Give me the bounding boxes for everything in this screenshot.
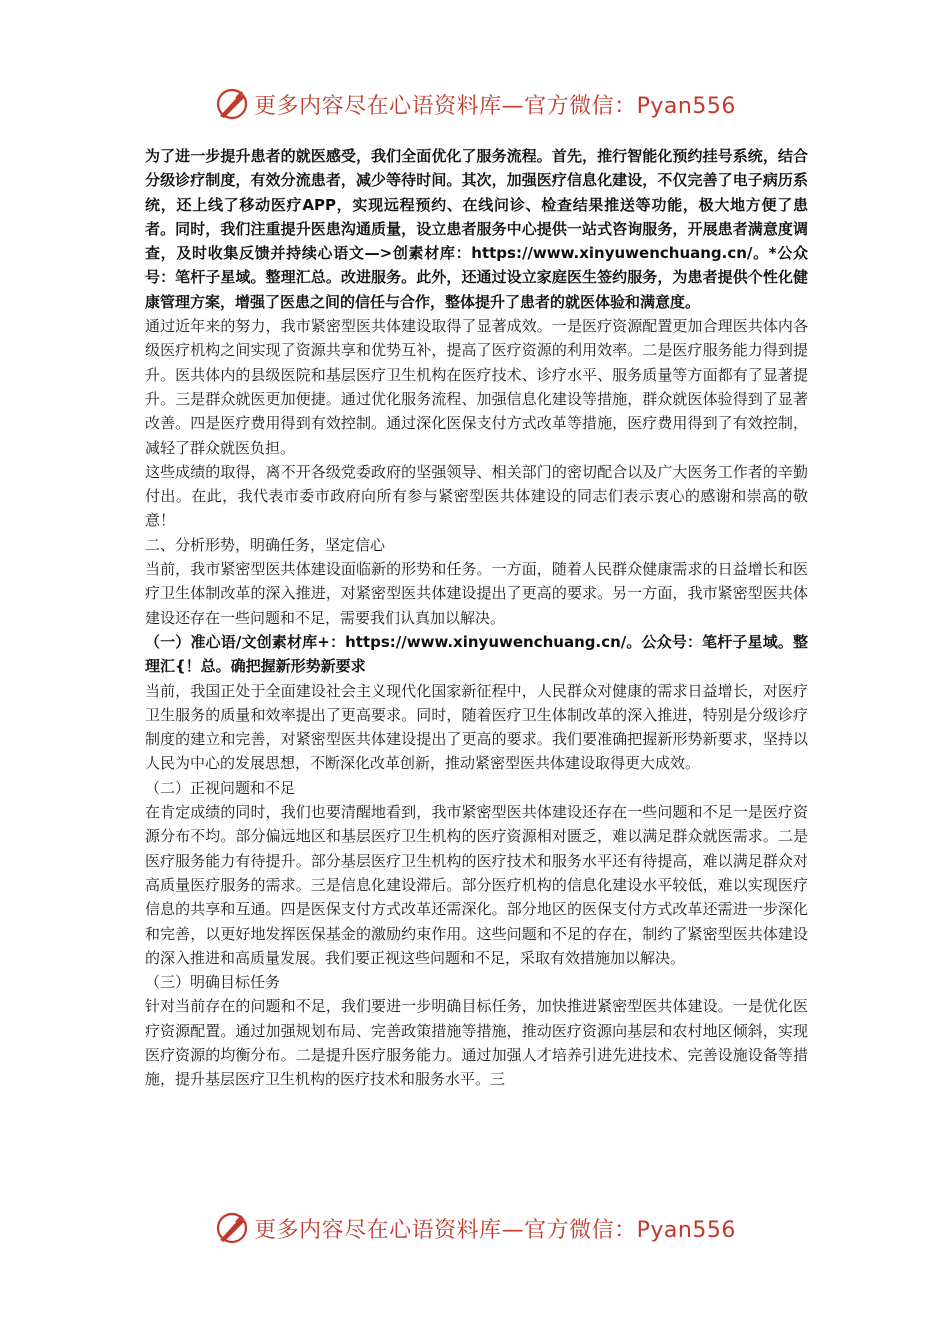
paragraph-thanks: 这些成绩的取得，离不开各级党委政府的坚强领导、相关部门的密切配合以及广大医务工作者的辛勤付出。在此，我代表市委市政府向所有参与紧密型医共体建设的同志们表示衷心的感谢和崇高的敬意！: [145, 462, 808, 530]
paragraph-current-situation: 当前，我市紧密型医共体建设面临新的形势和任务。一方面，随着人民群众健康需求的日益增长和医疗卫生体制改革的深入推进，对紧密型医共体建设提出了更高的要求。另一方面，我市紧密型医共体建设还存在一些问题和不足，需要我们认真加以解决。: [145, 560, 808, 627]
quill-pen-logo-icon: [214, 86, 250, 122]
paragraph-new-requirements: 当前，我国正处于全面建设社会主义现代化国家新征程中，人民群众对健康的需求日益增长，对医疗卫生服务的质量和效率提出了更高要求。同时，随着医疗卫生体制改革的深入推进，特别是分级诊疗制度的建立和完善，对紧密型医共体建设提出了更高的要求。我们要准确把握新形势新要求，坚持以人民为中心的发展思想，不断深化改革创新，推动紧密型医共体建设取得更大成效。: [145, 681, 808, 773]
paragraph-problems: 在肯定成绩的同时，我们也要清醒地看到，我市紧密型医共体建设还存在一些问题和不足一是医疗资源分布不均。部分偏远地区和基层医疗卫生机构的医疗资源相对匮乏，难以满足群众就医需求。二是医疗服务能力有待提升。部分基层医疗卫生机构的医疗技术和服务水平还有待提高，难以满足群众对高质量医疗服务的需求。三是信息化建设滞后。部分医疗机构的信息化建设水平较低，难以实现医疗信息的共享和互通。四是医保支付方式改革还需深化。部分地区的医保支付方式改革还需进一步深化和完善，以更好地发挥医保基金的激励约束作用。这些问题和不足的存在，制约了紧密型医共体建设的深入推进和高质量发展。我们要正视这些问题和不足，采取有效措施加以解决。: [145, 803, 808, 967]
paragraph-service-optimization: 为了进一步提升患者的就医感受，我们全面优化了服务流程。首先，推行智能化预约挂号系统，结合分级诊疗制度，有效分流患者，减少等待时间。其次，加强医疗信息化建设，不仅完善了电子病历系统，还上线了移动医疗APP，实现远程预约、在线问诊、检查结果推送等功能，极大地方便了患者。同时，我们注重提升医患沟通质量，设立患者服务中心提供一站式咨询服务，开展患者满意度调查，及时收集反馈并持续心语文—>创素材库：https://www.xinyuwenchuang.cn/。*公众号：笔杆子星域。整理汇总。改进服务。此外，还通过设立家庭医生签约服务，为患者提供个性化健康管理方案，增强了医患之间的信任与合作，整体提升了患者的就医体验和满意度。: [145, 147, 808, 311]
section-heading-2: 二、分析形势，明确任务，坚定信心: [145, 535, 386, 554]
subheading-1: （一）准心语/文创素材库+：https://www.xinyuwenchuang.cn/。公众号：笔杆子星域。整理汇{！总。确把握新形势新要求: [145, 632, 808, 676]
footer-banner: [0, 1208, 950, 1248]
paragraph-achievements: 通过近年来的努力，我市紧密型医共体建设取得了显著成效。一是医疗资源配置更加合理医共体内各级医疗机构之间实现了资源共享和优势互补，提高了医疗资源的利用效率。二是医疗服务能力得到提升。医共体内的县级医院和基层医疗卫生机构在医疗技术、诊疗水平、服务质量等方面都有了显著提升。三是群众就医更加便捷。通过优化服务流程、加强信息化建设等措施，群众就医体验得到了显著改善。四是医疗费用得到有效控制。通过深化医保支付方式改革等措施，医疗费用得到了有效控制，减轻了群众就医负担。: [145, 317, 808, 457]
subheading-2: （二）正视问题和不足: [145, 778, 296, 797]
banner-text: 更多内容尽在心语资料库—官方微信：Pyan556: [254, 1217, 736, 1243]
subheading-3: （三）明确目标任务: [145, 973, 281, 992]
document-body: [145, 144, 808, 1092]
paragraph-goals: 针对当前存在的问题和不足，我们要进一步明确目标任务，加快推进紧密型医共体建设。一是优化医疗资源配置。通过加强规划布局、完善政策措施等措施，推动医疗资源向基层和农村地区倾斜，实现医疗资源的均衡分布。二是提升医疗服务能力。通过加强人才培养引进先进技术、完善设施设备等措施，提升基层医疗卫生机构的医疗技术和服务水平。三: [145, 997, 808, 1089]
banner-text: 更多内容尽在心语资料库—官方微信：Pyan556: [254, 93, 736, 119]
quill-pen-logo-icon: [214, 1210, 250, 1246]
header-banner: [0, 84, 950, 124]
